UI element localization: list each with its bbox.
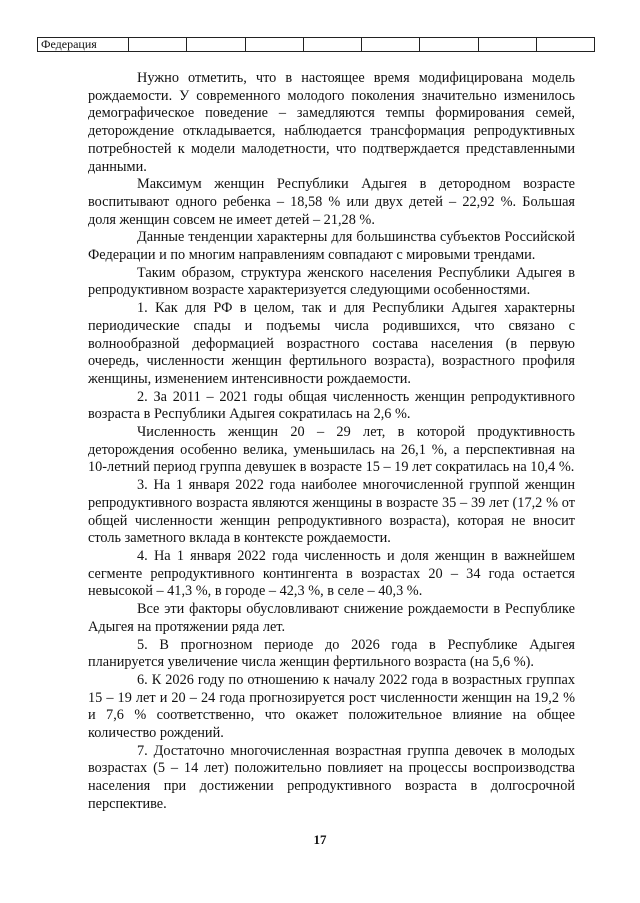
header-table-fragment	[37, 37, 595, 52]
paragraph: 2. За 2011 – 2021 годы общая численность женщин репродуктивного возраста в Республики Адыгея сократилась на 2,6 %.	[88, 388, 575, 423]
paragraph: Нужно отметить, что в настоящее время модифицирована модель рождаемости. У современного молодого поколения значительно изменилось демографическое поведение – замедляются темпы формирования семей, деторождение откладывается, наблюдается трансформация репродуктивных потребностей к модели малодетности, что подтверждается представленными данными.	[88, 70, 575, 175]
paragraph: Численность женщин 20 – 29 лет, в которой продуктивность деторождения особенно велика, уменьшилась на 26,1 %, а перспективная на 10-летний период группа девушек в возрасте 15 – 19 лет сократилась на 10,4 %.	[88, 424, 575, 476]
body-text	[88, 70, 575, 814]
table-cell	[536, 38, 594, 52]
table-cell	[129, 38, 187, 52]
paragraph: Данные тенденции характерны для большинства субъектов Российской Федерации и по многим направлениям совпадают с мировыми трендами.	[88, 229, 575, 264]
table-cell	[362, 38, 420, 52]
paragraph: 4. На 1 января 2022 года численность и доля женщин в важнейшем сегменте репродуктивного контингента в возрастах 20 – 34 года остается невысокой – 41,3 %, в городе – 42,3 %, в селе – 40,3 %.	[88, 547, 575, 600]
paragraph: 1. Как для РФ в целом, так и для Республики Адыгея характерны периодические спады и подъемы числа родившихся, что связано с волнообразной деформацией возрастного состава населения (в первую очередь, численности женщин фертильного возраста), возрастного профиля женщины, изменением интенсивности рождаемости.	[88, 300, 575, 387]
paragraph: Максимум женщин Республики Адыгея в детородном возрасте воспитывают одного ребенка – 18,58 % или двух детей – 22,92 %. Большая доля женщин совсем не имеет детей – 21,28 %.	[88, 176, 575, 228]
table-cell	[478, 38, 536, 52]
table-cell	[245, 38, 303, 52]
paragraph: 5. В прогнозном периоде до 2026 года в Республике Адыгея планируется увеличение числа женщин фертильного возраста (на 5,6 %).	[88, 636, 575, 671]
page-number: 17	[313, 832, 327, 847]
table-cell: Федерация	[38, 38, 129, 52]
paragraph: 7. Достаточно многочисленная возрастная группа девочек в молодых возрастах (5 – 14 лет) положительно повлияет на процессы воспроизводства населения при достижении репродуктивного возраста в долгосрочной перспективе.	[88, 742, 575, 812]
table-row	[38, 38, 595, 52]
table-cell	[187, 38, 245, 52]
table-cell	[303, 38, 361, 52]
table-cell	[420, 38, 478, 52]
paragraph: 3. На 1 января 2022 года наиболее многочисленной группой женщин репродуктивного возраста являются женщины в возрасте 35 – 39 лет (17,2 % от общей численности женщин репродуктивного возраста), которая не вносит столь заметного вклада в контексте рождаемости.	[88, 477, 575, 547]
paragraph: 6. К 2026 году по отношению к началу 2022 года в возрастных группах 15 – 19 лет и 20 – 24 года прогнозируется рост численности женщин на 19,2 % и 7,6 % соответственно, что окажет положительное влияние на общее количество рождений.	[88, 671, 575, 742]
paragraph: Таким образом, структура женского населения Республики Адыгея в репродуктивном возрасте характеризуется следующими особенностями.	[88, 264, 575, 299]
paragraph: Все эти факторы обусловливают снижение рождаемости в Республике Адыгея на протяжении ряда лет.	[88, 601, 575, 635]
